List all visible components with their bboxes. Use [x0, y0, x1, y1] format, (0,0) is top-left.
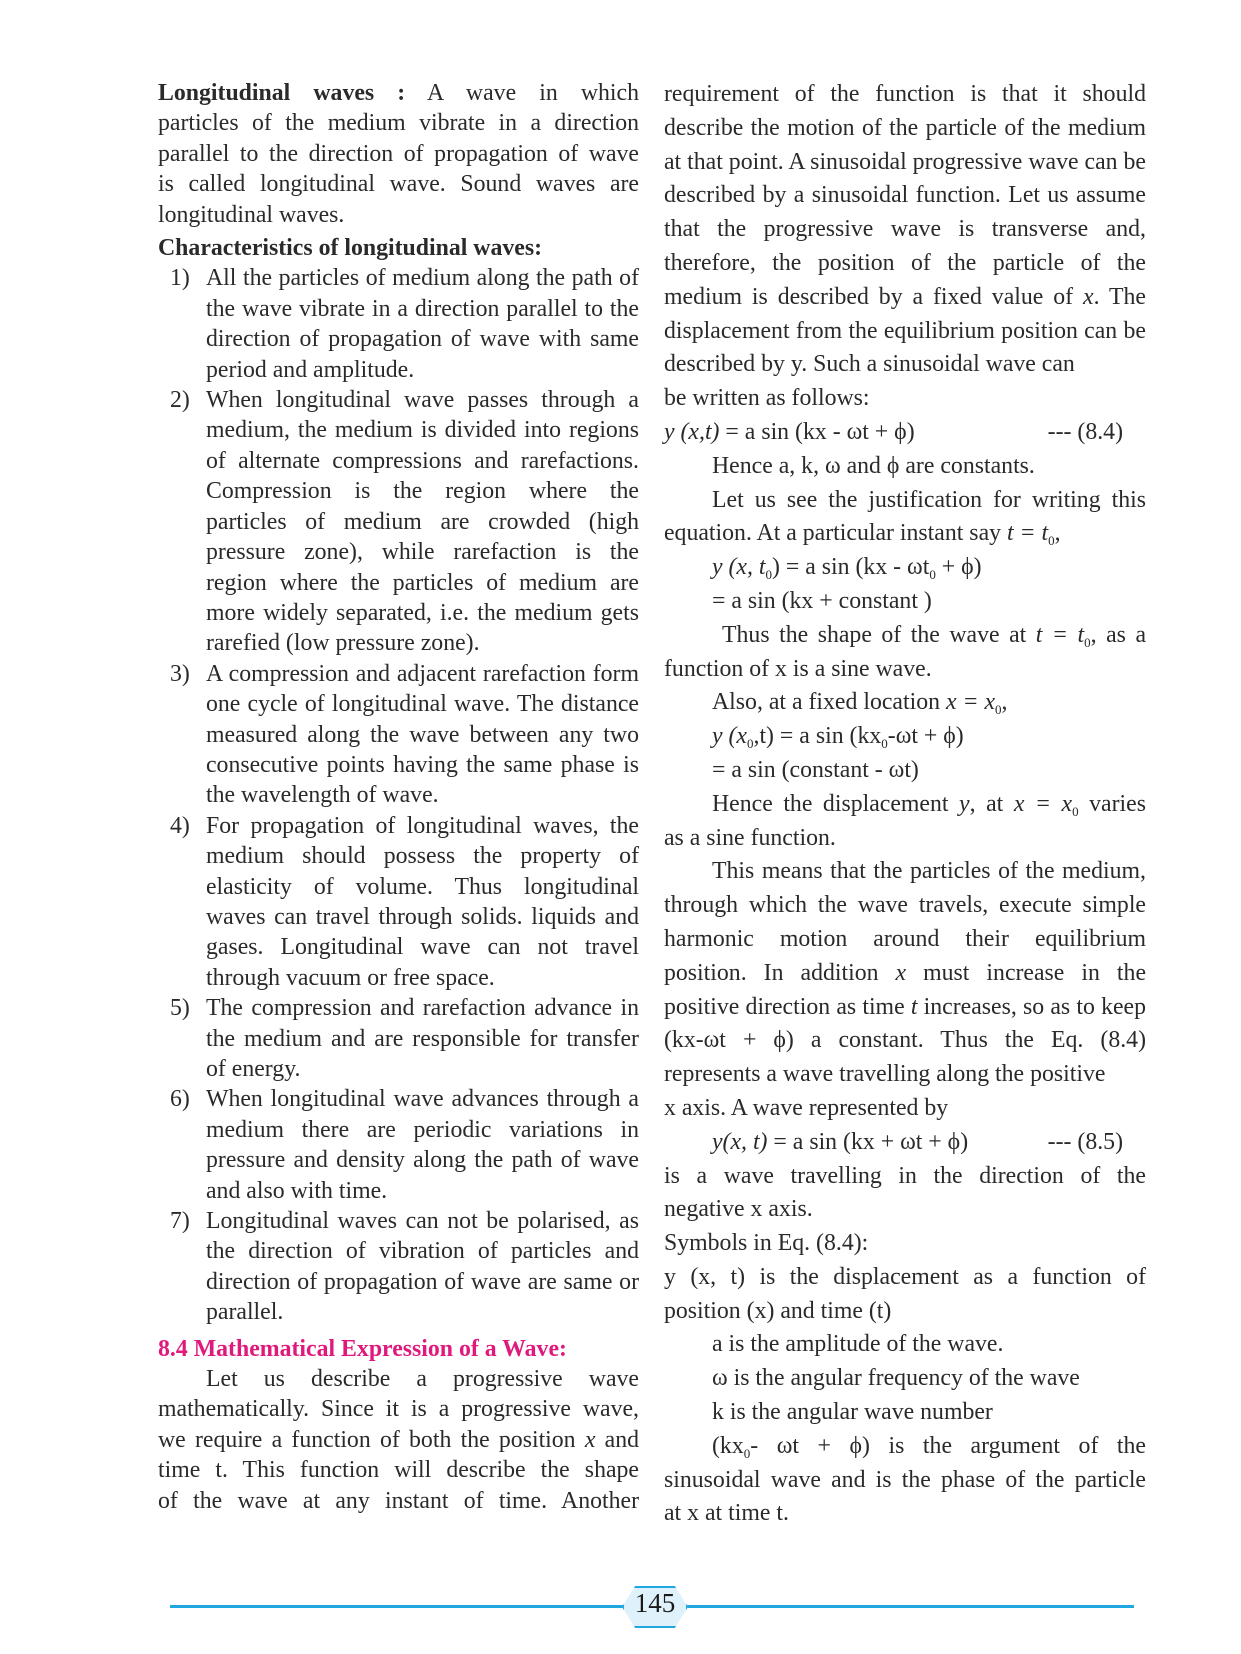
list-item-number: 4) [170, 812, 190, 839]
list-item [158, 385, 639, 659]
sec-para-line-1: Let us describe a progressive wave [206, 1366, 639, 1393]
y-x0-b: ,t) = a sin (kx [753, 723, 882, 750]
equation-8-5 [664, 1126, 1146, 1160]
subscript-0: 0 [765, 567, 773, 583]
list-item-number: 3) [170, 660, 190, 687]
negative-line-1: is a wave travelling in the direction of the [664, 1162, 1146, 1189]
equation-8-4 [664, 416, 1146, 450]
footer-rule-left [170, 1605, 628, 1608]
constants-line: Hence a, k, ω and ϕ are constants. [712, 452, 1035, 479]
var-y: y [959, 790, 970, 817]
intro-paragraph [664, 78, 1146, 382]
list-item [158, 659, 639, 811]
list-item-text: For propagation of longitudinal waves, the medium should possess the property of elasticity of volume. Thus longitudinal waves can travel through solids. liquids and gases. Longitudinal wave can not travel through vacuum or free space. [206, 812, 639, 991]
fixed-location-line: Also, at a fixed location $x = x_0$, [712, 689, 1008, 718]
sec-para-text: we require a function of both the position [158, 1426, 576, 1453]
justify-line-2: equation. At a particular instant say $t = t_0$, [664, 520, 1061, 549]
argument-line-1 [664, 1430, 1146, 1464]
y-x0-equation [664, 720, 1146, 754]
symbols-y-line-2: position (x) and time (t) [664, 1297, 892, 1324]
list-item [158, 263, 639, 385]
x-eq-x0: x = x [945, 689, 996, 716]
subscript-0: 0 [1072, 803, 1079, 819]
symbols-y-line-1: y (x, t) is the displacement as a function of [664, 1263, 1146, 1290]
intro-text: requirement of the function is that it should describe the motion of the particle of the medium at that point. A sinusoidal progressive wave can be described by a sinusoidal function. Let us assume that the progressive wave is transverse and, therefore, the position of the particle of the medium is described by a fixed value of [664, 81, 1146, 310]
y-t0-equation [664, 551, 1146, 585]
list-item [158, 1084, 639, 1206]
eq85-number: --- (8.5) [1047, 1128, 1123, 1155]
characteristics-list [158, 263, 639, 1327]
list-item-text: A compression and adjacent rarefaction form one cycle of longitudinal wave. The distance measured along the wave between any two consecutive points having the same phase is the wavelength of wave. [206, 660, 639, 809]
left-column [158, 78, 639, 1516]
eq84-lhs: y (x,t) [664, 418, 720, 445]
footer-rule-right [676, 1605, 1134, 1608]
hence-line-2: as a sine function. [664, 824, 836, 851]
list-item [158, 811, 639, 993]
argument-line-2: sinusoidal wave and is the phase of the particle [664, 1466, 1146, 1493]
list-item-text: All the particles of medium along the path of the wave vibrate in a direction parallel to the direction of propagation of wave with same period and amplitude. [206, 265, 639, 383]
hence-line-1 [664, 788, 1146, 822]
y-t0-b: ) = a sin (kx - ωt [772, 554, 930, 581]
list-item-number: 6) [170, 1086, 190, 1113]
lw-line-4: is called longitudinal wave. Sound waves are [158, 171, 639, 198]
lw-line-3: parallel to the direction of propagation of wave [158, 140, 639, 167]
subscript-0: 0 [1048, 533, 1055, 549]
sec-para-line-3 [158, 1425, 639, 1455]
arg-a: (kx [712, 1432, 744, 1459]
sec-para-line-5: of the wave at any instant of time. Another [158, 1487, 639, 1514]
right-column [664, 78, 1146, 1531]
y-x0-c: -ωt + ϕ) [887, 723, 964, 750]
shape-text: Thus the shape of the wave at [722, 621, 1027, 648]
var-x: x [1083, 283, 1094, 310]
y-t0-c: + ϕ) [935, 554, 982, 581]
intro-last-line: be written as follows: [664, 385, 870, 412]
list-item [158, 993, 639, 1084]
characteristics-heading: Characteristics of longitudinal waves: [158, 235, 543, 262]
symbol-omega: ω is the angular frequency of the wave [712, 1365, 1080, 1392]
fixed-text: Also, at a fixed location [712, 689, 940, 716]
var-t: t [910, 993, 918, 1020]
list-item-text: Longitudinal waves can not be polarised, as the direction of vibration of particles and direction of propagation of wave are same or parallel. [206, 1208, 639, 1326]
list-item-text: The compression and rarefaction advance in the medium and are responsible for transfer of energy. [206, 995, 639, 1082]
t-eq-t0: t = t [1035, 621, 1085, 648]
symbol-k: k is the angular wave number [712, 1399, 993, 1426]
lw-text-1: A wave in which [426, 80, 639, 106]
y-t0-equation-2: = a sin (kx + constant ) [712, 587, 932, 614]
varies-word: varies [1089, 790, 1146, 817]
shm-text: This means that the particles of the medium, through which the wave travels, execute simple harmonic motion around their equilibrium position. In addition [664, 858, 1146, 986]
argument-line-3: at x at time t. [664, 1500, 789, 1527]
shape-line-1 [664, 619, 1146, 653]
lw-line-2: particles of the medium vibrate in a direction [158, 110, 639, 137]
symbol-a: a is the amplitude of the wave. [712, 1331, 1004, 1358]
shape-text-b: , as a [1090, 621, 1147, 648]
lw-line-5: longitudinal waves. [158, 201, 345, 228]
justify-text: equation. At a particular instant say [664, 520, 1002, 547]
var-x: x [584, 1426, 596, 1453]
subscript-0: 0 [995, 702, 1002, 718]
eq85-rhs: = a sin (kx + ωt + ϕ) [767, 1128, 969, 1155]
var-x: x [895, 959, 907, 986]
justify-line-1: Let us see the justification for writing this [712, 486, 1146, 513]
page-number: 145 [634, 1588, 676, 1618]
list-item-number: 2) [170, 387, 190, 414]
at-word: , at [969, 790, 1004, 817]
sec-para-text: and [604, 1426, 640, 1453]
subscript-0: 0 [929, 567, 936, 583]
shm-last-line: x axis. A wave represented by [664, 1094, 949, 1121]
x-eq-x0: x = x [1013, 790, 1073, 817]
eq84-rhs: = a sin (kx - ωt + ϕ) [719, 418, 915, 445]
section-heading: 8.4 Mathematical Expression of a Wave: [158, 1335, 567, 1362]
sec-para-line-2: mathematically. Since it is a progressive wave, [158, 1396, 639, 1423]
sec-para-line-4: time t. This function will describe the shape [158, 1457, 639, 1484]
page-footer [170, 1586, 1134, 1626]
list-item-number: 7) [170, 1208, 190, 1235]
subscript-0: 0 [747, 736, 754, 752]
intro-text-b: . The displacement from the equilibrium position can be described by y. Such a sinusoidal wave can [664, 283, 1146, 378]
y-t0-a: y (x, t [712, 554, 766, 581]
list-item-number: 1) [170, 265, 190, 292]
subscript-0: 0 [743, 1445, 751, 1461]
list-item [158, 1206, 639, 1328]
shm-paragraph [664, 855, 1146, 1092]
subscript-0: 0 [881, 736, 888, 752]
lw-term: Longitudinal waves : [158, 80, 406, 106]
list-item-text: When longitudinal wave advances through a medium there are periodic variations in pressure and density along the path of wave and also with time. [206, 1086, 639, 1204]
negative-line-2: negative x axis. [664, 1196, 813, 1223]
hence-text: Hence the displacement [712, 790, 949, 817]
y-x0-a: y (x [712, 723, 747, 750]
t-eq-t0: t = t [1006, 520, 1049, 547]
eq85-lhs: y(x, t) [712, 1128, 768, 1155]
subscript-0: 0 [1084, 634, 1091, 650]
symbols-heading: Symbols in Eq. (8.4): [664, 1230, 869, 1257]
y-x0-equation-2: = a sin (constant - ωt) [712, 756, 919, 783]
arg-b: - ωt + ϕ) is the argument of the [750, 1432, 1146, 1459]
shm-text-c: increases, so as to keep (kx-ωt + ϕ) a constant. Thus the Eq. (8.4) represents a wave travelling along the positive [664, 993, 1147, 1088]
list-item-text: When longitudinal wave passes through a medium, the medium is divided into regions of alternate compressions and rarefactions. Compression is the region where the particles of medium are crowded (high pressure zone), while rarefaction is the region where the particles of medium are more widely separated, i.e. the medium gets rarefied (low pressure zone). [206, 387, 639, 657]
eq84-number: --- (8.4) [1047, 418, 1123, 445]
shape-line-2: function of x is a sine wave. [664, 655, 932, 682]
list-item-number: 5) [170, 995, 190, 1022]
shm-text-b: must increase in the positive direction as time [664, 959, 1147, 1020]
lw-line-1 [158, 78, 639, 108]
